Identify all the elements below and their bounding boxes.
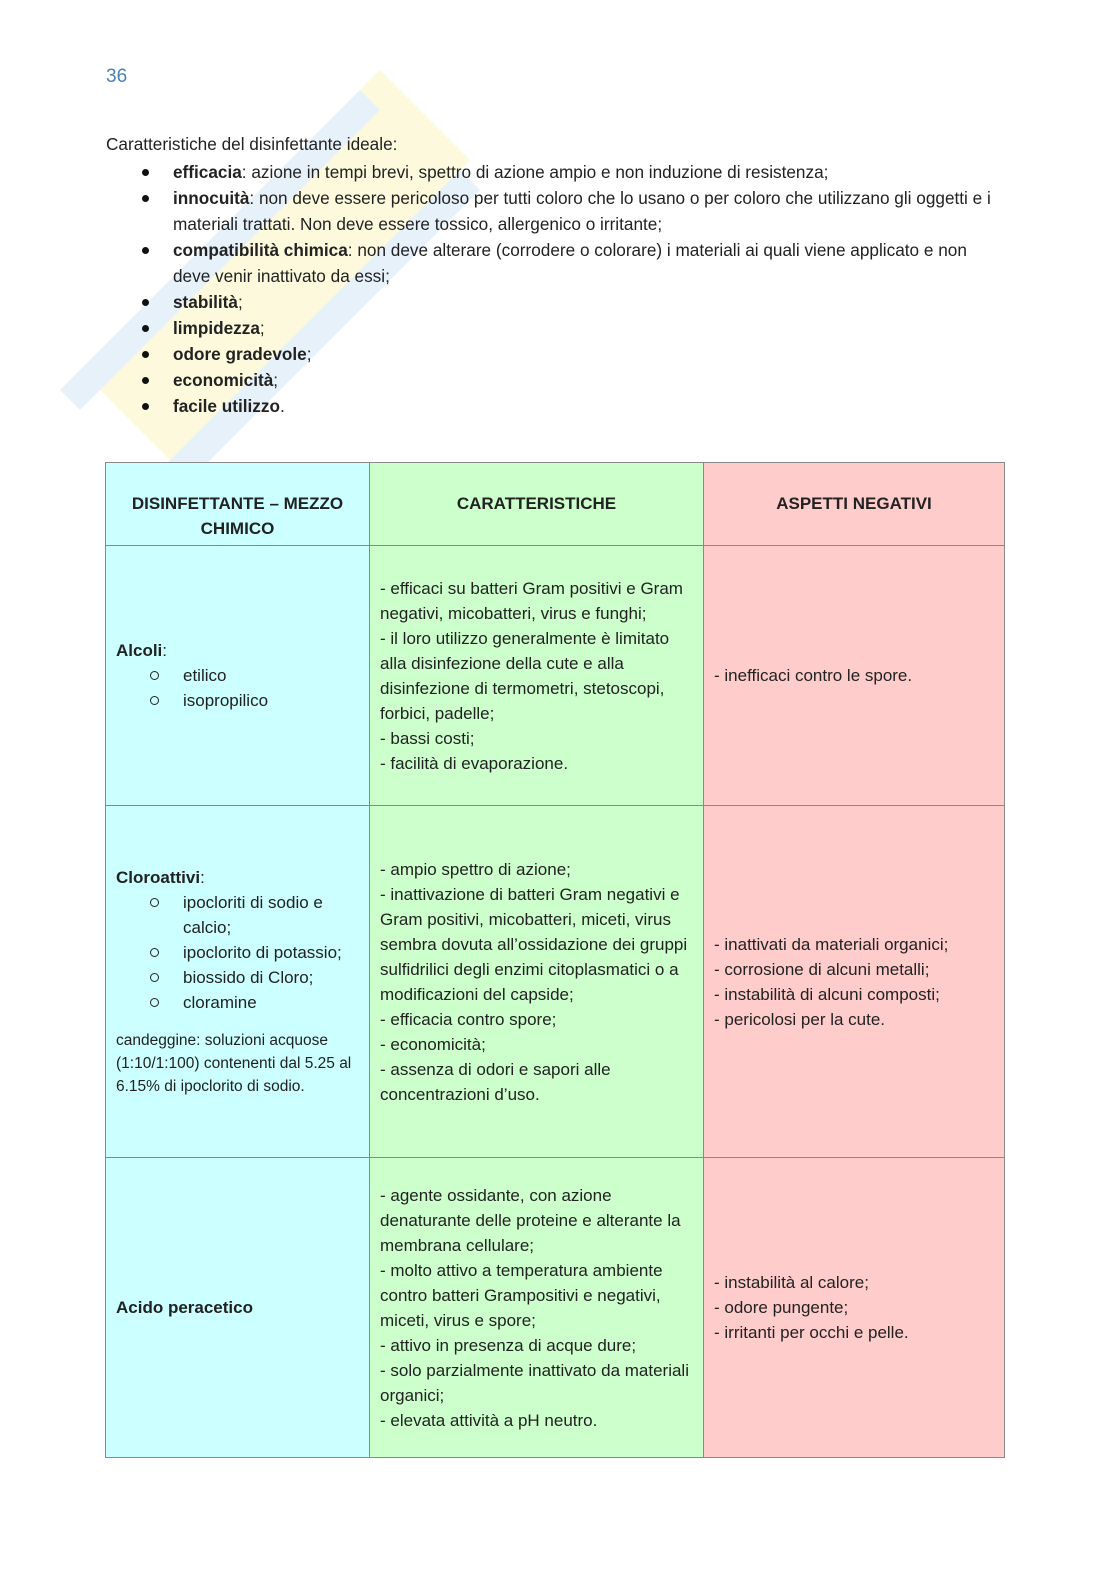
header-agent: DISINFETTANTE – MEZZO CHIMICO (106, 463, 370, 546)
intro-section (106, 131, 1006, 419)
characteristic-line: - inattivazione di batteri Gram negativi e Gram positivi, micobatteri, miceti, virus sembra dovuta all’ossidazione dei gruppi sulfidrilici degli enzimi citoplasmatici o a modificazioni del capside; (380, 884, 688, 1004)
negative-line: - instabilità di alcuni composti; (714, 984, 940, 1004)
property-item: compatibilità chimica: non deve alterare (corrodere o colorare) i materiali ai quali viene applicato e non deve venir inattivato da essi; (106, 237, 1006, 289)
property-item: efficacia: azione in tempi brevi, spettro di azione ampio e non induzione di resistenza; (106, 159, 1006, 185)
intro-title: Caratteristiche del disinfettante ideale: (106, 134, 398, 154)
property-item: odore gradevole; (106, 341, 1006, 367)
negative-line: - inattivati da materiali organici; (714, 934, 949, 954)
negative-line: - odore pungente; (714, 1298, 849, 1317)
characteristic-line: - attivo in presenza di acque dure; (380, 1335, 637, 1355)
properties-list (106, 159, 1006, 419)
header-negatives: ASPETTI NEGATIVI (704, 463, 1005, 546)
characteristic-line: - molto attivo a temperatura ambiente contro batteri Grampositivi e negativi, miceti, virus e spore; (380, 1260, 663, 1330)
characteristic-line: - efficaci su batteri Gram positivi e Gram negativi, micobatteri, virus e funghi; (380, 578, 683, 623)
negatives-cell (704, 1158, 1005, 1458)
subitem: isopropilico (116, 688, 359, 713)
characteristic-line: - il loro utilizzo generalmente è limitato alla disinfezione della cute e alla disinfezione di termometri, stetoscopi, forbici, padelle; (380, 628, 670, 723)
agent-subitems (116, 663, 359, 713)
disinfectant-table (105, 462, 1005, 1458)
property-item: stabilità; (106, 289, 1006, 315)
agent-note: candeggine: soluzioni acquose (1:10/1:100) contenenti dal 5.25 al 6.15% di ipoclorito di sodio. (116, 1032, 352, 1095)
agent-cell: Alcoli: etilico isopropilico (106, 546, 370, 806)
characteristic-line: - efficacia contro spore; (380, 1009, 557, 1029)
table-row (106, 546, 1005, 806)
negative-line: - inefficaci contro le spore. (714, 666, 913, 685)
characteristics-cell (370, 1158, 704, 1458)
property-item: facile utilizzo. (106, 393, 1006, 419)
agent-name: Alcoli (116, 641, 163, 660)
negative-line: - pericolosi per la cute. (714, 1009, 886, 1029)
header-characteristics: CARATTERISTICHE (370, 463, 704, 546)
subitem: ipoclorito di potassio; (116, 940, 359, 965)
table-row (106, 1158, 1005, 1458)
characteristic-line: - economicità; (380, 1034, 486, 1054)
subitem: ipocloriti di sodio e calcio; (116, 890, 359, 940)
property-item: limpidezza; (106, 315, 1006, 341)
agent-name: Cloroattivi (116, 868, 201, 887)
characteristic-line: - assenza di odori e sapori alle concentrazioni d’uso. (380, 1059, 611, 1104)
characteristics-cell (370, 546, 704, 806)
negatives-cell (704, 546, 1005, 806)
subitem: cloramine (116, 990, 359, 1015)
characteristic-line: - ampio spettro di azione; (380, 859, 571, 879)
table-header-row (106, 463, 1005, 546)
characteristic-line: - facilità di evaporazione. (380, 753, 569, 773)
property-item: economicità; (106, 367, 1006, 393)
page-number: 36 (106, 66, 128, 87)
agent-subitems (116, 890, 359, 1015)
negative-line: - corrosione di alcuni metalli; (714, 959, 930, 979)
characteristic-line: - bassi costi; (380, 728, 475, 748)
subitem: biossido di Cloro; (116, 965, 359, 990)
characteristic-line: - agente ossidante, con azione denaturante delle proteine e alterante la membrana cellulare; (380, 1185, 681, 1255)
characteristic-line: - solo parzialmente inattivato da materiali organici; (380, 1360, 689, 1405)
characteristics-cell (370, 806, 704, 1158)
agent-name: Acido peracetico (116, 1298, 253, 1317)
negatives-cell (704, 806, 1005, 1158)
table-row (106, 806, 1005, 1158)
characteristic-line: - elevata attività a pH neutro. (380, 1410, 598, 1430)
agent-cell: Cloroattivi: ipocloriti di sodio e calcio; ipoclorito di potassio; biossido di Cloro; cloramine candeggine: soluzioni acquose (1:10/1:100) contenenti dal 5.25 al 6.15% di ipoclorito di sodio. (106, 806, 370, 1158)
property-item: innocuità: non deve essere pericoloso per tutti coloro che lo usano o per coloro che utilizzano gli oggetti e i materiali trattati. Non deve essere tossico, allergenico o irritante; (106, 185, 1006, 237)
agent-cell (106, 1158, 370, 1458)
negative-line: - irritanti per occhi e pelle. (714, 1323, 909, 1342)
subitem: etilico (116, 663, 359, 688)
negative-line: - instabilità al calore; (714, 1273, 869, 1292)
